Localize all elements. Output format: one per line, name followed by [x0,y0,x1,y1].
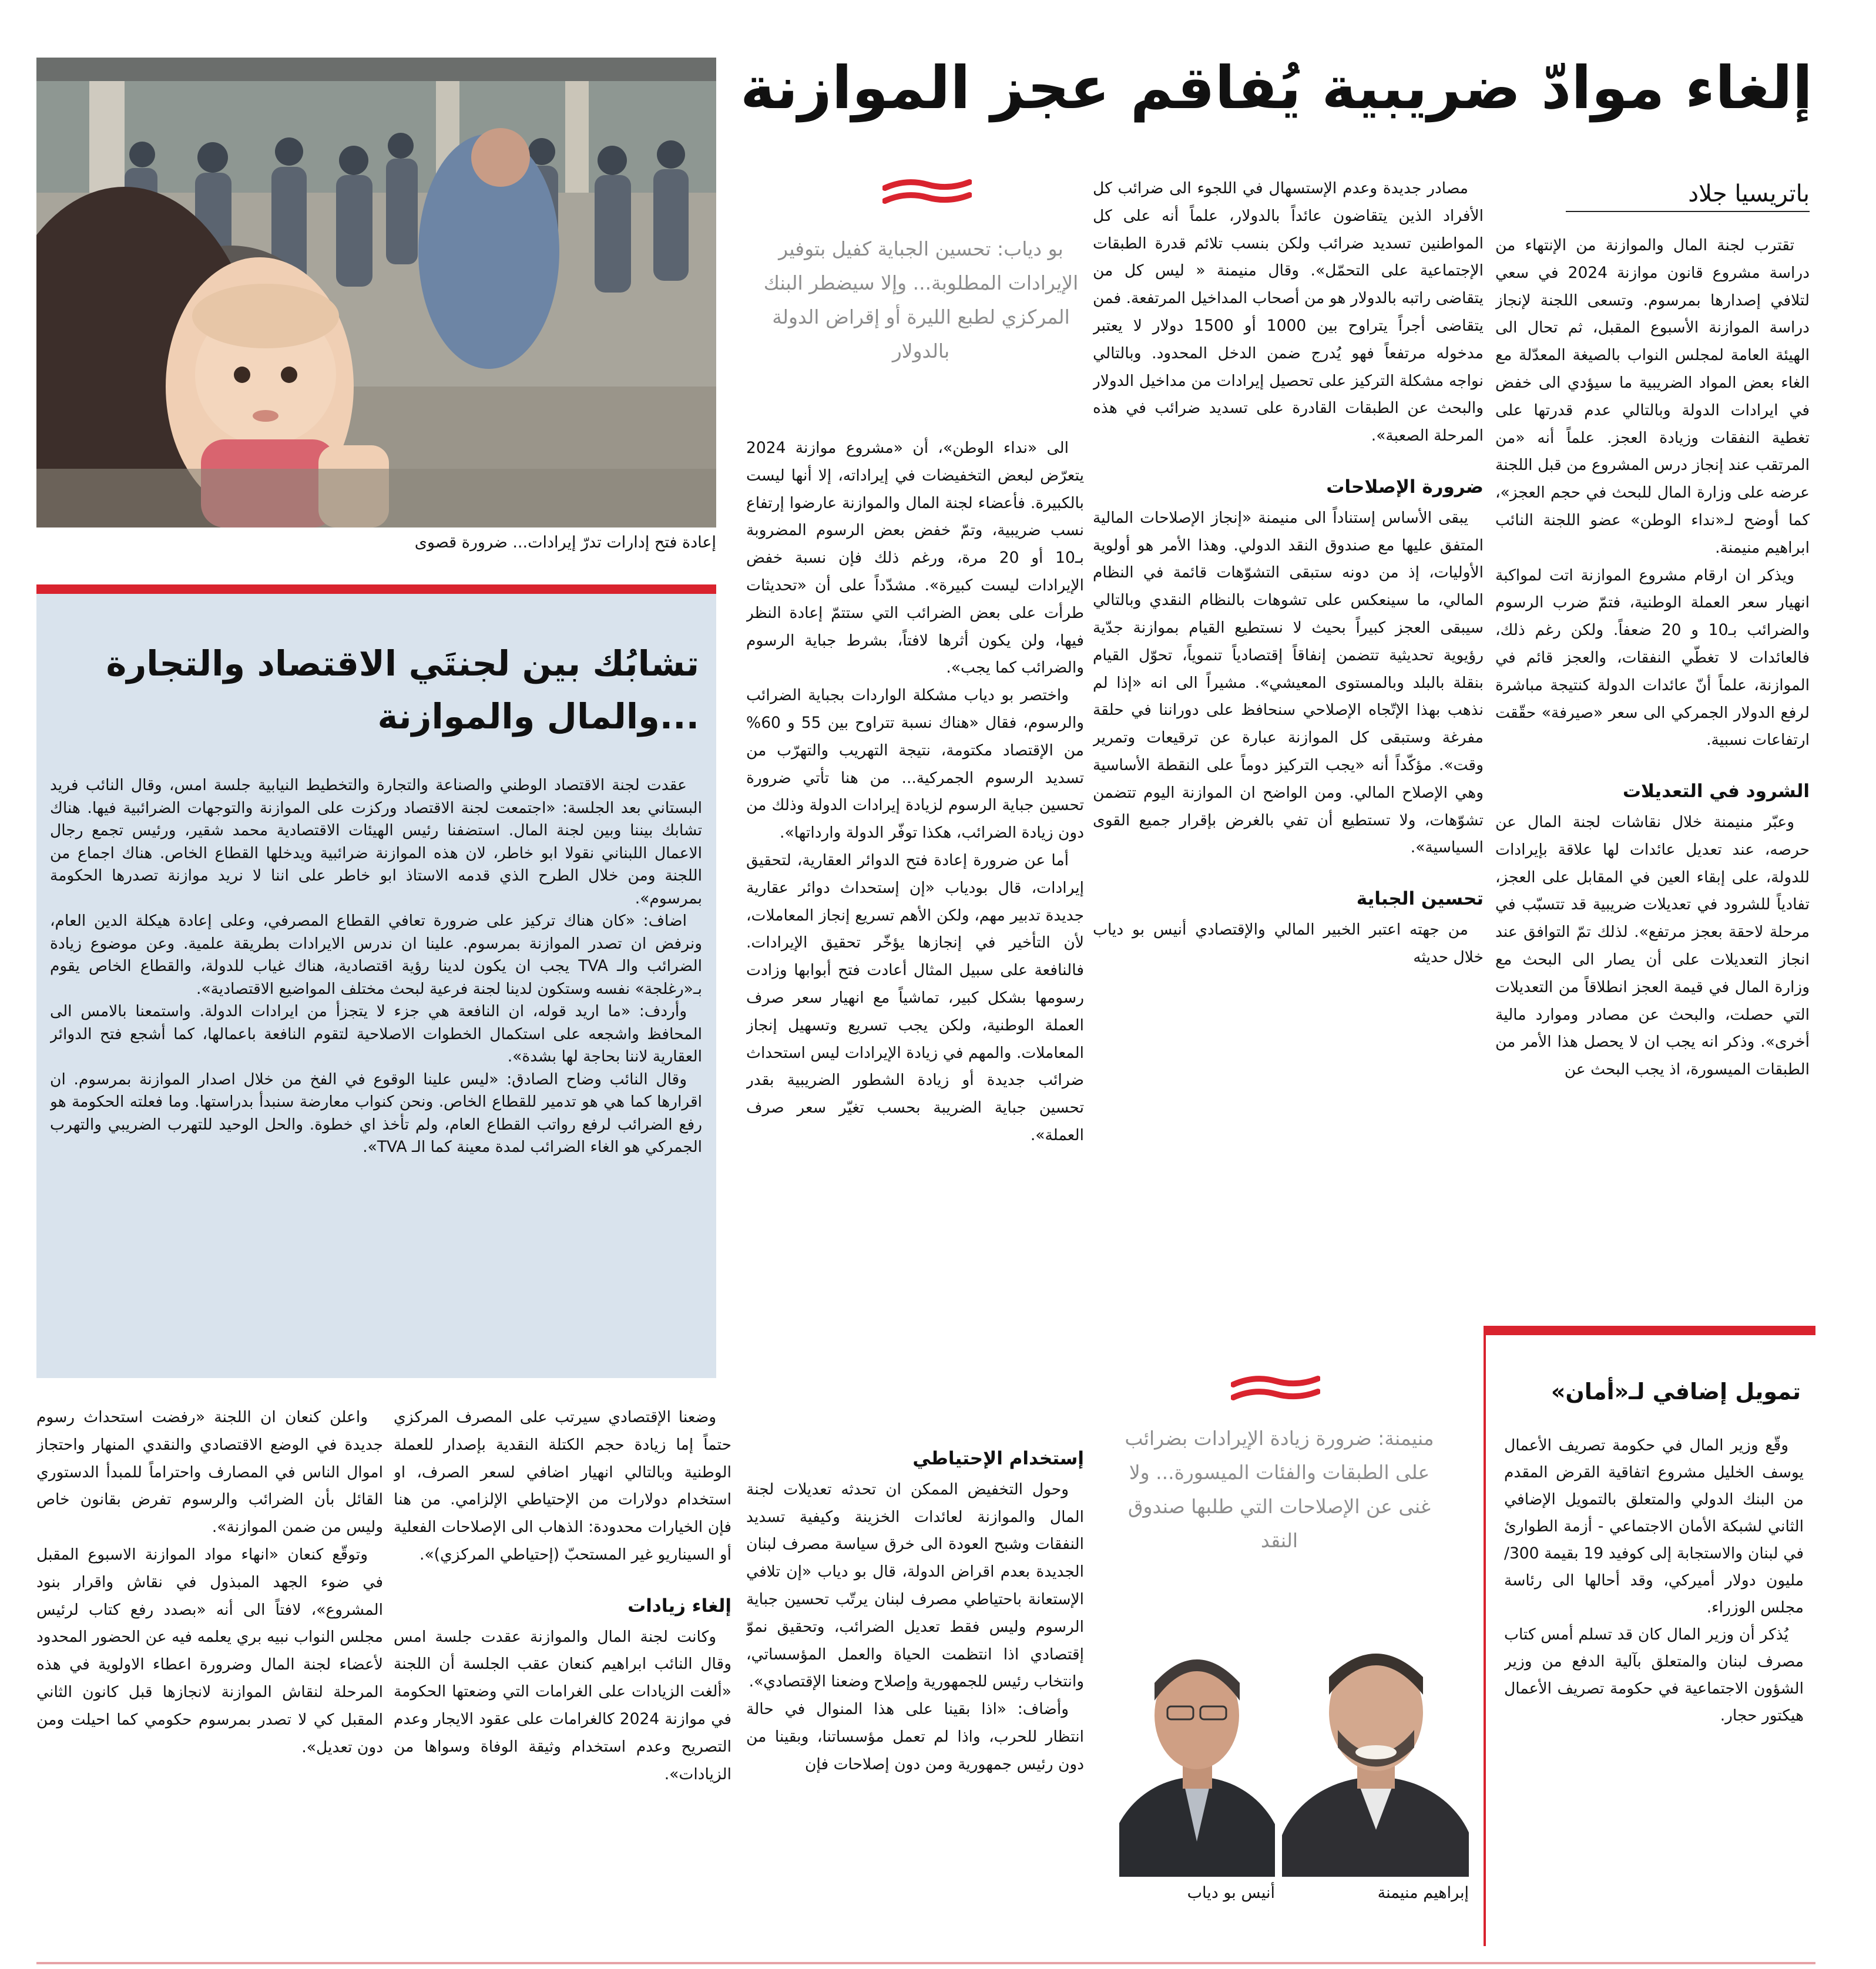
article-headline: إلغاء موادّ ضريبية يُفاقم عجز الموازنة [740,53,1813,122]
subheading: تحسين الجباية [1356,888,1484,910]
article-column-3 [746,435,1084,1410]
sidebar-top-rule [1484,1326,1815,1335]
article-column-2 [1093,175,1484,1350]
paragraph: من جهته اعتبر الخبير المالي والإقتصادي أنيس بو دياب خلال حديثه [1093,920,1484,966]
box-title-line2: ...والمال والموازنة [377,696,699,737]
paragraph: الى «نداء الوطن»، أن «مشروع موازنة 2024 يتعرّض لبعض التخفيضات في إيراداته، إلا أنها ليست بالكبيرة. فأعضاء لجنة المال والموازنة عارضوا إرتفاع نسب ضريبية، وتمّ خفض بعض الرسوم المضروبة بـ10 أو 20 مرة، ورغم ذلك فإن نسبة خفض الإيرادات ليست كبيرة». مشدّداً على أن «تحديثات طرأت على بعض الضرائب التي ستتمّ إعادة النظر فيها، ولن يكون أثرها لافتاً، بشرط جباية الرسوم والضرائب كما يجب». [746,439,1084,677]
portrait-bodiab [1119,1618,1275,1877]
paragraph: وحول التخفيض الممكن ان تحدثه تعديلات لجنة المال والموازنة لعائدات الخزينة وكيفية تسديد النفقات وشبح العودة الى خرق سياسة مصرف لبنان الجديدة بعدم اقراض الدولة، قال بو دياب «إن تلافي الإستعانة باحتياطي مصرف لبنان يرتّب تحسين جباية الرسوم وليس فقط تعديل الضرائب، وتحقيق نموّ إقتصادي اذا انتظمت الحياة والعمل المؤسساتي، وانتخاب رئيس للجمهورية وإصلاح وضعنا الإقتصادي». [746,1480,1084,1691]
paragraph: وتوقّع كنعان «انهاء مواد الموازنة الاسبوع المقبل في ضوء الجهد المبذول في نقاش واقرار بنود المشروع»، لافتاً الى أنه «بصدد رفع كتاب لرئيس مجلس النواب نبيه بري يعلمه فيه عن الحضور المحدود لأعضاء لجنة المال وضرورة اعطاء الاولوية في هذه المرحلة لنقاش الموازنة لانجازها قبل كانون الثاني المقبل كي لا تصدر بمرسوم حكومي كما احيلت ومن دون تعديل». [36,1545,383,1756]
subheading: إلغاء زيادات [627,1595,731,1617]
paragraph: وعبّر منيمنة خلال نقاشات لجنة المال عن حرصه، عند تعديل عائدات لها علاقة بإيرادات للدولة، على إبقاء العين في المقابل على العجز، تفادياً للشرود في تعديلات ضريبية قد تتسبّب في مرحلة لاحقة بعجز مرتفع». لذلك تمّ التوافق عند انجاز التعديلات على أن يصار الى البحث مع وزارة المال في قيمة العجز انطلاقاً من التعديلات التي حصلت، والبحث عن مصادر وموارد مالية أخرى». وذكر انه يجب ان لا يحصل هذا الأمر من الطبقات الميسورة، اذ يجب البحث عن [1495,812,1810,1079]
paragraph: أما عن ضرورة إعادة فتح الدوائر العقارية، لتحقيق إيرادات، قال بودياب «إن إستحداث دوائر عقارية جديدة تدبير مهم، ولكن الأهم تسريع إنجاز المعاملات، لأن التأخير في إنجازها يؤخّر تحقيق الإيرادات. فالنافعة على سبيل المثال أعادت فتح أبوابها وزادت رسومها بشكل كبير، تماشياً مع انهيار سعر صرف العملة الوطنية، ولكن يجب تسريع وتسهيل إنجاز المعاملات. والمهم في زيادة الإيرادات ليس استحداث ضرائب جديدة أو زيادة الشطور الضريبية بقدر تحسين جباية الضريبة بحسب تغيّر سعر صرف العملة». [746,851,1084,1144]
article-column-3b [746,1422,1084,1944]
paragraph: مصادر جديدة وعدم الإستسهال في اللجوء الى ضرائب كل الأفراد الذين يتقاضون عائداً بالدولار، علماً أنه على كل المواطنين تسديد ضرائب ولكن بنسب تلائم قدرة الطبقات الإجتماعية على التحمّل». وقال منيمنة « ليس كل من يتقاضى راتبه بالدولار هو من أصحاب المداخيل المرتفعة. فمن يتقاضى أجراً يتراوح بين 1000 أو 1500 دولار لا يعتبر مدخوله مرتفعاً فهو يُدرج ضمن الدخل المحدود. وبالتالي نواجه مشكلة التركيز على تحصيل إيرادات من مداخيل الدولار والبحث عن الطبقات القادرة على تسديد ضرائب في هذه المرحلة الصعبة». [1093,179,1484,445]
paragraph: واعلن كنعان ان اللجنة «رفضت استحداث رسوم جديدة في الوضع الاقتصادي والنقدي المنهار واحتجاز اموال الناس في المصارف واحتراماً للمبدأ الدستوري القائل بأن الضرائب والرسوم تفرض بقانون خاص وليس من ضمن الموازنة». [36,1408,383,1537]
page-bottom-rule [36,1962,1815,1964]
sidebar-paragraph: يُذكر أن وزير المال كان قد تسلم أمس كتاب مصرف لبنان والمتعلق بآلية الدفع من وزير الشؤون الاجتماعية في حكومة تصريف الأعمال هيكتور حجار. [1504,1625,1804,1725]
paragraph: يبقى الأساس إستناداً الى منيمنة «إنجاز الإصلاحات المالية المتفق عليها مع صندوق النقد الدولي. وهذا الأمر هو أولوية الأوليات، إذ من دونه ستبقى التشوّهات قائمة في النظام المالي، ما سينعكس على تشوهات بالنظام النقدي وبالتالي سيبقى العجز كبيراً بحيث لا نستطيع القيام بموازنة جدّية رؤيوية تحديثية تتضمن إنفاقاً إقتصادياً تنموياً، تحوّل القيام بنقلة بالبلد وبالمستوى المعيشي». مشيراً الى انه «إذا لم نذهب بهذا الإتّجاه الإصلاحي سنحافظ على دوراننا في حلقة مفرغة وستبقى كل الموازنة عبارة عن ترقيعات وتمرير وقت». مؤكّداً أنه «يجب التركيز دوماً على النقطة الأساسية وهي الإصلاح المالي. ومن الواضح ان الموازنة اليوم تتضمن تشوّهات، ولا تستطيع أن تفي بالغرض بإقرار جميع القوى السياسية». [1093,508,1484,857]
article-column-4 [394,1404,731,1944]
box-top-rule [36,584,716,594]
subheading: الشرود في التعديلات [1622,781,1810,802]
byline-rule [1566,211,1810,212]
paragraph: وكانت لجنة المال والموازنة عقدت جلسة امس وقال النائب ابراهيم كنعان عقب الجلسة أن اللجنة «ألغت الزيادات على الغرامات التي وضعتها الحكومة في موازنة 2024 كالغرامات على عقود الايجار وعدم التصريح وعدم استخدام وثيقة الوفاة وسواها من الزيادات». [394,1627,731,1783]
box-title-line1: تشابُك بين لجنتَي الاقتصاد والتجارة [106,643,699,684]
article-column-5 [36,1404,383,1944]
portrait-mneimneh [1282,1618,1469,1877]
paragraph: وضعنا الإقتصادي سيرتب على المصرف المركزي حتماً إما زيادة حجم الكتلة النقدية بإصدار للعملة الوطنية وبالتالي انهيار اضافي لسعر الصرف، او استخدام دولارات من الإحتياطي الإلزامي. من هنا فإن الخيارات محدودة: الذهاب الى الإصلاحات الفعلية أو السيناريو غير المستحبّ (إحتياطي المركزي)». [394,1408,731,1564]
box-paragraph: عقدت لجنة الاقتصاد الوطني والصناعة والتجارة والتخطيط النيابية جلسة امس، وقال النائب فريد البستاني بعد الجلسة: «اجتمعت لجنة الاقتصاد وركزت على الموازنة والتوجهات الضرائبية فيها. هناك تشابك بيننا وبين لجنة المال. استضفنا رئيس الهيئات الاقتصادية محمد شقير، ورئيس تجمع رجال الاعمال اللبناني نقولا ابو خاطر، لان هذه الموازنة ضرائبية ويدخلها القطاع الخاص. هناك اجماع من اللجنة ومن خلال الطرح الذي قدمه الاستاذ ابو خاطر على اننا لا نريد موازنة تصدرها الحكومة بمرسوم». [50,776,702,908]
box-body [50,774,702,1365]
pull-quote-bodiab: بو دياب: تحسين الجباية كفيل بتوفير الإيرادات المطلوبة... وإلا سيضطر البنك المركزي لطبع الليرة أو إقراض الدولة بالدولار [763,237,1079,362]
box-paragraph: وأردف: «ما اريد قوله، ان النافعة هي جزء لا يتجزأ من ايرادات الدولة. واستمعنا بالامس الى المحافظ واشجعه على استكمال الخطوات الاصلاحية لتقوم النافعة باعمالها، كما أشجع فتح الدوائر العقارية لاننا بحاجة لها بشدة». [50,1002,702,1066]
box-paragraph: اضاف: «كان هناك تركيز على ضرورة تعافي القطاع المصرفي، وعلى إعادة هيكلة الدين العام، ونرفض ان تصدر الموازنة بمرسوم. علينا ان ندرس الايرادات بطريقة علمية. وعن موضوع زيادة الضرائب والـ TVA يجب ان يكون لدينا رؤية اقتصادية، هناك غياب للدولة، والقطاع الخاص يقوم بـ«رغلجة» نفسه وستكون لدينا لجنة فرعية لبحث مختلف المواضيع الاقتصادية». [50,912,702,998]
byline-text: باتريسيا جلاد [1688,180,1810,207]
photo-caption: إعادة فتح إدارات تدرّ إيرادات... ضرورة قصوى [414,533,716,552]
lebanon-flag-icon [1231,1372,1320,1410]
paragraph: واختصر بو دياب مشكلة الواردات بجباية الضرائب والرسوم، فقال «هناك نسبة تتراوح بين 55 و 60% من الإقتصاد مكتومة، نتيجة التهريب والتهرّب من تسديد الرسوم الجمركية... من هنا تأتي ضرورة تحسين جباية الرسوم لزيادة إيرادات الدولة وذلك من دون زيادة الضرائب، هكذا توفّر الدولة وارداتها». [746,686,1084,842]
subheading: ضرورة الإصلاحات [1326,476,1484,498]
subheading: إستخدام الإحتياطي [912,1448,1084,1469]
sidebar-paragraph: وقّع وزير المال في حكومة تصريف الأعمال يوسف الخليل مشروع اتفاقية القرض المقدم من البنك الدولي والمتعلق بالتمويل الإضافي الثاني لشبكة الأمان الاجتماعي - أزمة الطوارئ في لبنان والاستجابة إلى كوفيد 19 بقيمة 300/ مليون دولار أميركي، وقد أحالها الى رئاسة مجلس الوزراء. [1504,1436,1804,1617]
sidebar-body [1504,1432,1804,1896]
portrait-bodiab-name: أنيس بو دياب [1187,1884,1275,1902]
lebanon-flag-icon [882,175,972,214]
paragraph: تقترب لجنة المال والموازنة من الإنتهاء من دراسة مشروع قانون موازنة 2024 في سعي لتلافي إصدارها بمرسوم. وتسعى اللجنة لإنجاز دراسة الموازنة الأسبوع المقبل، ثم تحال الى الهيئة العامة لمجلس النواب بالصيغة المعدّلة مع الغاء بعض المواد الضريبية ما سيؤدي الى خفض في ايرادات الدولة وبالتالي عدم قدرتها على تغطية النفقات وزيادة العجز. علماً أنه «من المرتقب عند إنجاز درس المشروع من قبل اللجنة عرضه على وزارة المال للبحث في حجم العجز»، كما أوضح لـ«نداء الوطن» عضو اللجنة النائب ابراهيم منيمنة. [1495,236,1810,557]
portrait-mneimneh-name: إبراهيم منيمنة [1377,1884,1469,1902]
main-photo [36,58,716,527]
pull-quote-mneimneh: منيمنة: ضرورة زيادة الإيرادات بضرائب على الطبقات والفئات الميسورة... ولا غنى عن الإصلاحات التي طلبها صندوق النقد [1125,1427,1434,1552]
box-paragraph: وقال النائب وضاح الصادق: «ليس علينا الوقوع في الفخ من خلال اصدار الموازنة بمرسوم. ان اقرارها كما هي هو تدمير للقطاع الخاص. ونحن كنواب معارضة سنبدأ بدراستها. وما فعلته الحكومة هو رفع الضرائب لرفع رواتب القطاع العام، ولم تأخذ اي خطوة. والحل الوحيد للتهرب الضريبي والتهرب الجمركي هو الغاء الضرائب لمدة معينة كما الـ TVA». [50,1070,702,1156]
paragraph: ويذكر ان ارقام مشروع الموازنة اتت لمواكبة انهيار سعر العملة الوطنية، فتمّ ضرب الرسوم والضرائب بـ10 و 20 ضعفاً. ولكن رغم ذلك، فالعائدات لا تغطّي النفقات، والعجز قائم في الموازنة، علماً أنّ عائدات الدولة كنتيجة مباشرة لرفع الدولار الجمركي الى سعر «صيرفة» حقّقت ارتفاعات نسبية. [1495,566,1810,750]
article-column-1 [1495,232,1810,1272]
byline [1566,179,1810,212]
sidebar-title: تمويل إضافي لـ«أمان» [1551,1379,1801,1404]
paragraph: وأضاف: «اذا بقينا على هذا المنوال في حالة انتظار للحرب، واذا لم تعمل مؤسساتنا، وبقينا من دون رئيس جمهورية ومن دون إصلاحات فإن [746,1700,1084,1773]
